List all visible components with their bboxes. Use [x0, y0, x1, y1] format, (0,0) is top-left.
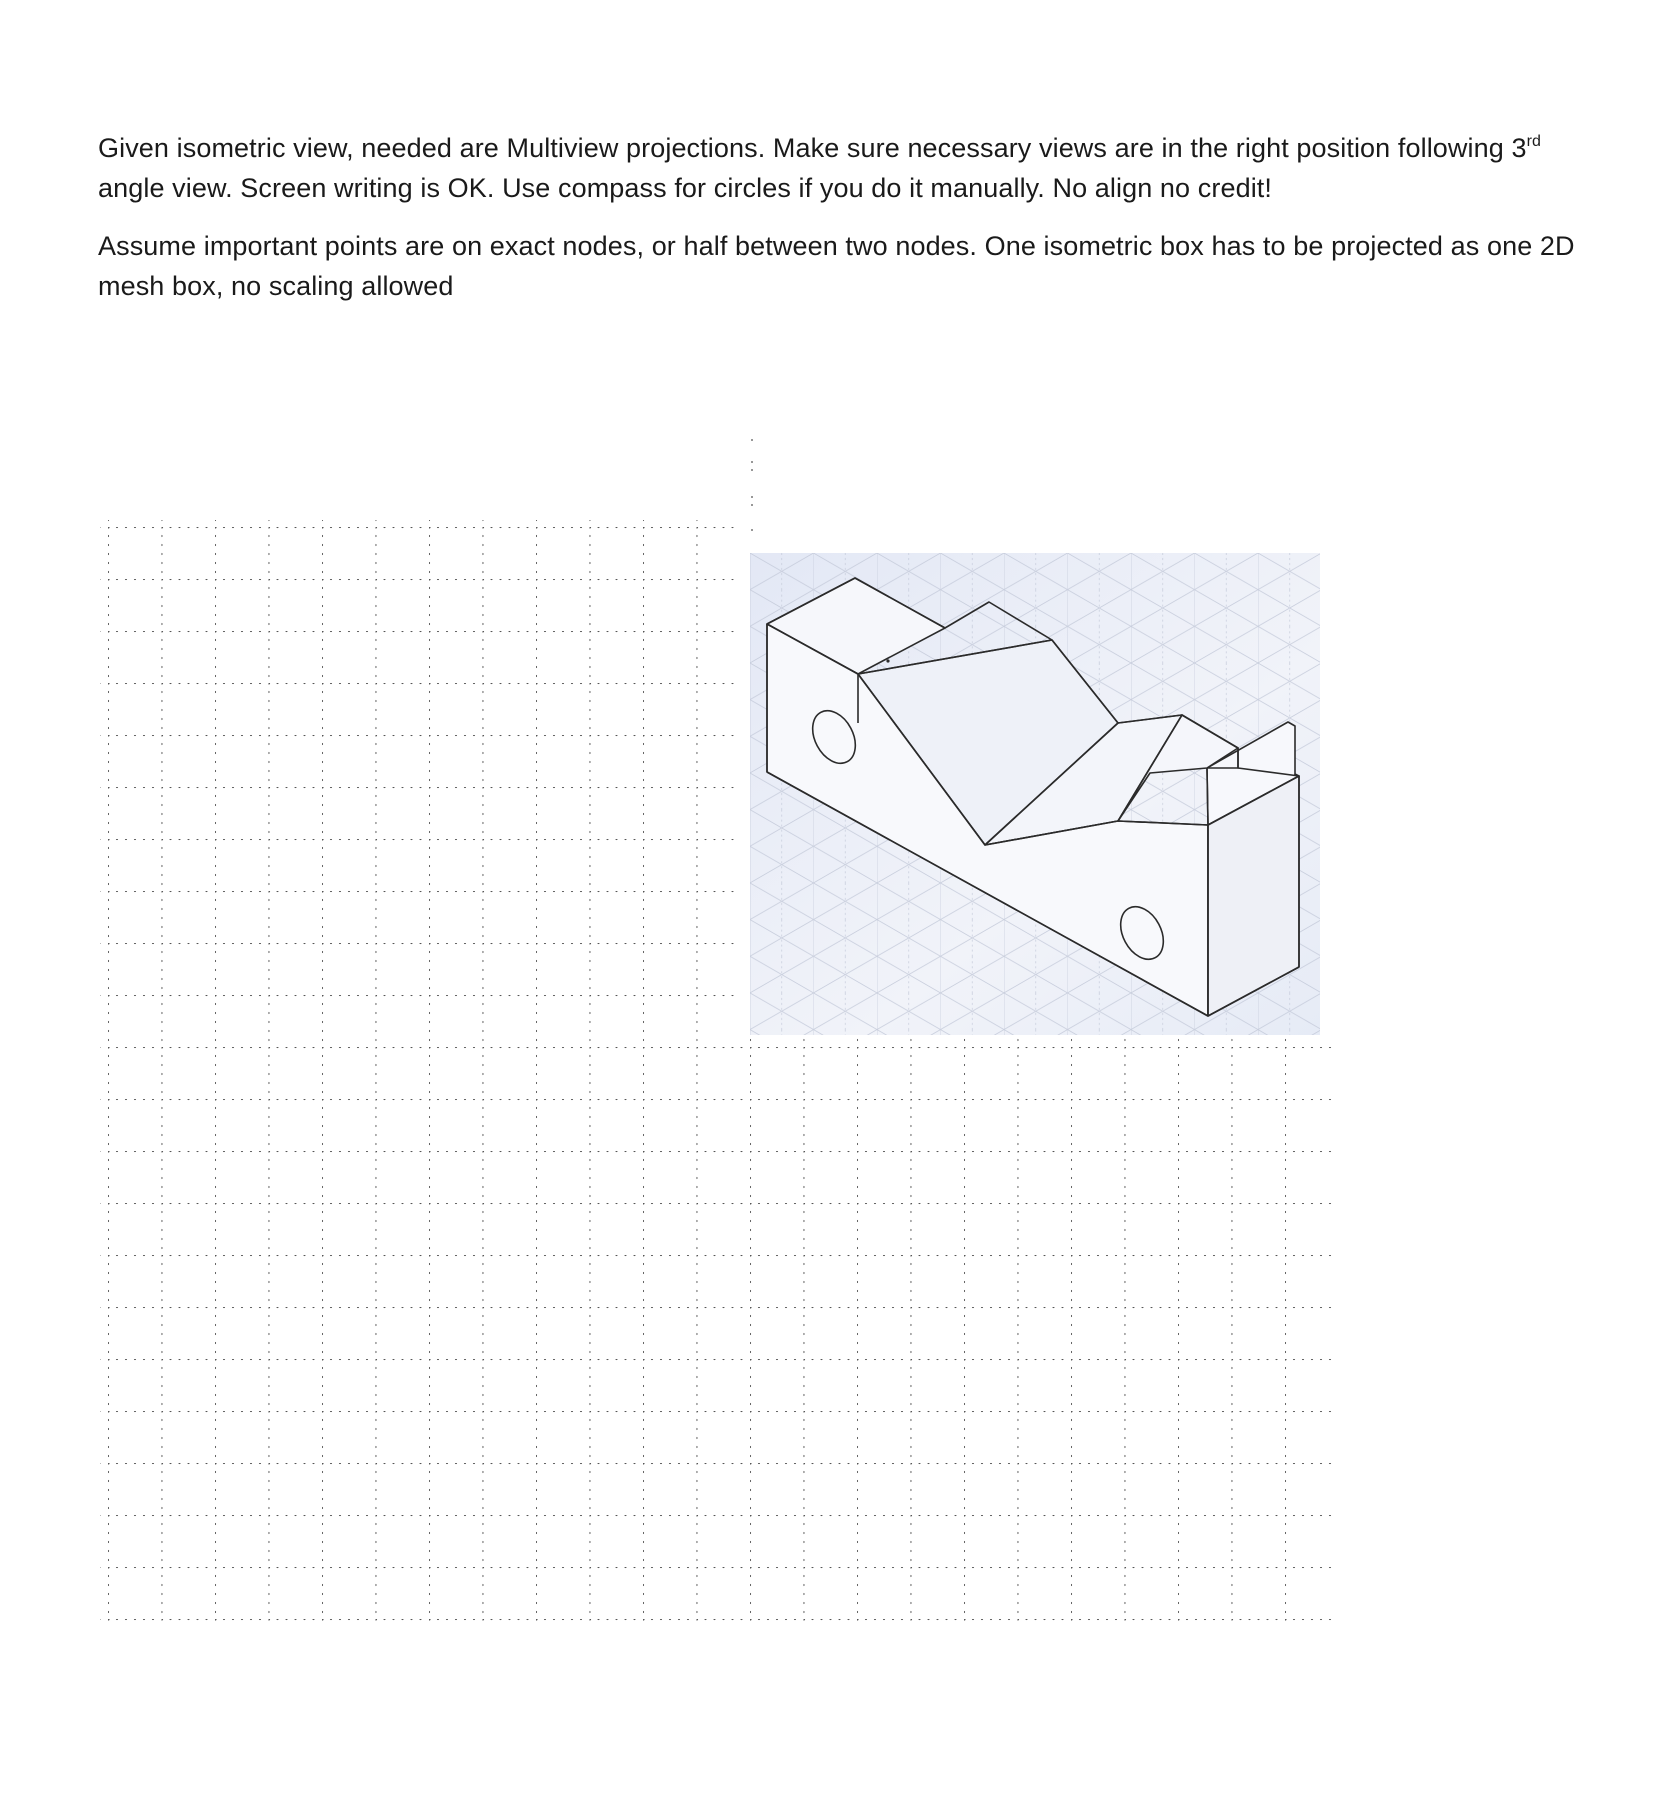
isometric-view-figure: [750, 553, 1320, 1035]
instruction-paragraph-2: Assume important points are on exact nodes, or half between two nodes. One isometric box has to be projected as one 2D mesh box, no scaling allowed: [98, 231, 1575, 301]
ordinal-superscript: rd: [1526, 133, 1541, 150]
assignment-instructions: [98, 128, 1578, 324]
small-point-mark: [886, 659, 889, 662]
grid-edge-ticks: [751, 439, 753, 531]
instruction-text-part-2: angle view. Screen writing is OK. Use compass for circles if you do it manually. No align no credit!: [98, 173, 1272, 203]
instruction-paragraph-1: [98, 128, 1578, 208]
grid-area-upper-left: [100, 520, 740, 1025]
grid-area-lower: [100, 1025, 1332, 1625]
instruction-text-part-1: Given isometric view, needed are Multiview projections. Make sure necessary views are in the right position following 3: [98, 133, 1527, 163]
